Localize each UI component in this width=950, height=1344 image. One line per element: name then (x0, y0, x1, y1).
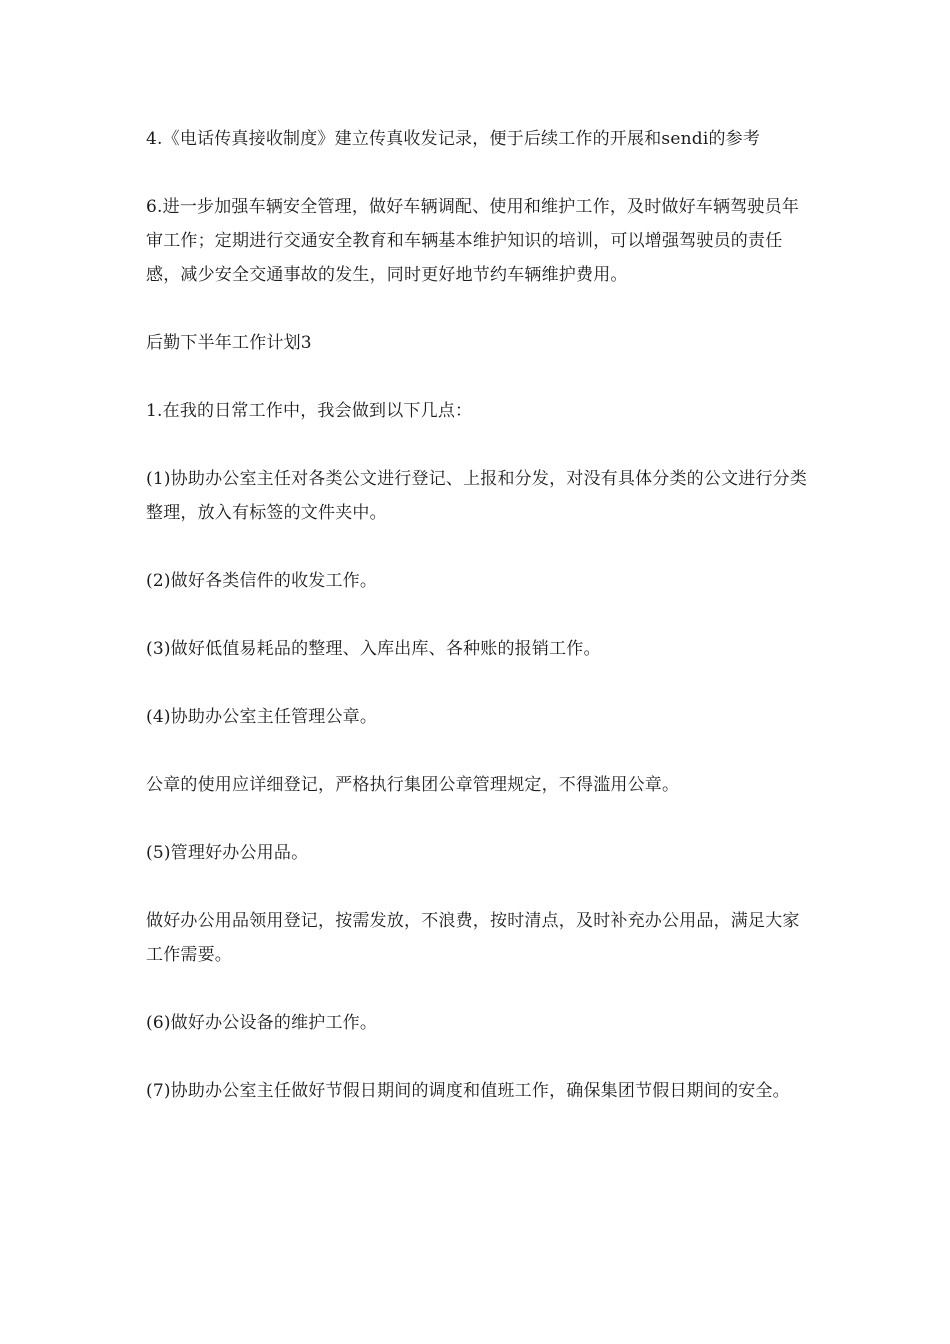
paragraph-item-5: (5)管理好办公用品。 (146, 843, 309, 863)
paragraph-item-6: (6)做好办公设备的维护工作。 (146, 1013, 378, 1033)
paragraph-item-3: (3)做好低值易耗品的整理、入库出库、各种账的报销工作。 (146, 639, 601, 659)
paragraph-seal-usage: 公章的使用应详细登记，严格执行集团公章管理规定，不得滥用公章。 (146, 775, 680, 795)
paragraph-office-supplies: 做好办公用品领用登记，按需发放，不浪费，按时清点，及时补充办公用品，满足大家工作需要。 (146, 911, 800, 965)
paragraph-fax-system: 4.《电话传真接收制度》建立传真收发记录，便于后续工作的开展和sendi的参考 (146, 129, 761, 149)
document-body (146, 122, 814, 1142)
paragraph-vehicle-management: 6.进一步加强车辆安全管理，做好车辆调配、使用和维护工作，及时做好车辆驾驶员年审工作；定期进行交通安全教育和车辆基本维护知识的培训，可以增强驾驶员的责任感，减少安全交通事故的发生，同时更好地节约车辆维护费用。 (146, 197, 800, 285)
paragraph-item-4: (4)协助办公室主任管理公章。 (146, 707, 378, 727)
paragraph-daily-work-intro: 1.在我的日常工作中，我会做到以下几点： (146, 401, 473, 421)
section-title: 后勤下半年工作计划3 (146, 333, 312, 353)
paragraph-item-7: (7)协助办公室主任做好节假日期间的调度和值班工作，确保集团节假日期间的安全。 (146, 1081, 790, 1101)
paragraph-item-1: (1)协助办公室主任对各类公文进行登记、上报和分发，对没有具体分类的公文进行分类整理，放入有标签的文件夹中。 (146, 469, 808, 523)
paragraph-item-2: (2)做好各类信件的收发工作。 (146, 571, 378, 591)
